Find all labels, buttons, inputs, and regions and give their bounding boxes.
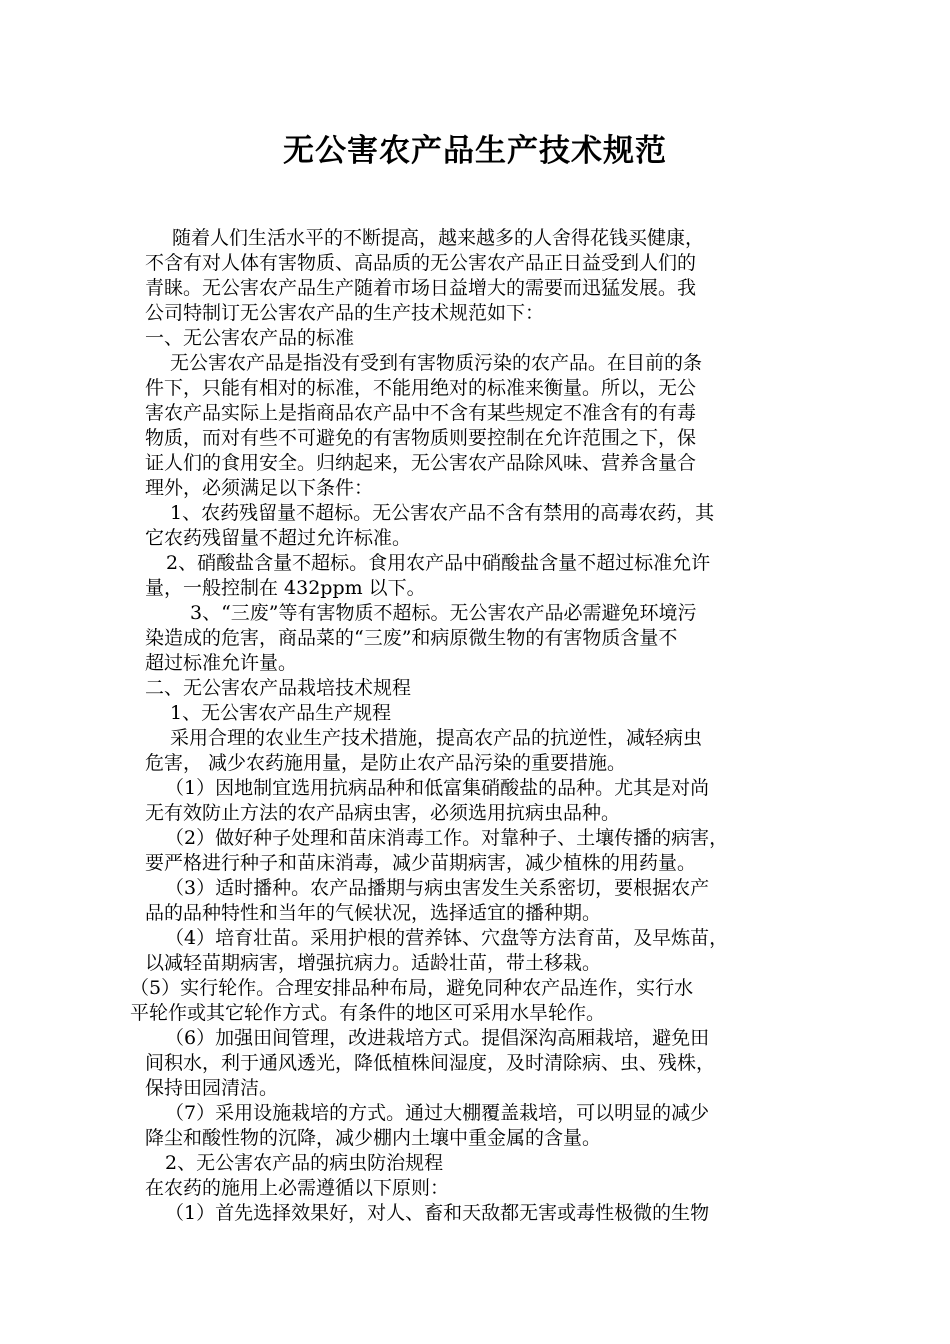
text-line: 3、“三废”等有害物质不超标。无公害农产品必需避免环境污	[190, 602, 697, 624]
text-line: 量，一般控制在 432ppm 以下。	[145, 577, 426, 599]
subsection-heading: 2、无公害农产品的病虫防治规程	[165, 1152, 444, 1174]
text-line: 危害， 减少农药施用量，是防止农产品污染的重要措施。	[145, 752, 627, 774]
text-line: 1、农药残留量不超标。无公害农产品不含有禁用的高毒农药，其	[170, 502, 715, 524]
text-line: （7）采用设施栽培的方式。通过大棚覆盖栽培，可以明显的减少	[165, 1102, 710, 1124]
text-line: 无公害农产品是指没有受到有害物质污染的农产品。在目前的条	[170, 352, 703, 374]
text-line: 平轮作或其它轮作方式。有条件的地区可采用水旱轮作。	[130, 1002, 606, 1024]
text-line: 间积水，利于通风透光，降低植株间湿度，及时清除病、虫、残株，	[145, 1052, 716, 1074]
text-line: 2、硝酸盐含量不超标。食用农产品中硝酸盐含量不超过标准允许	[166, 552, 711, 574]
text-line: 无有效防止方法的农产品病虫害，必须选用抗病虫品种。	[145, 802, 621, 824]
subsection-heading: 1、无公害农产品生产规程	[170, 702, 392, 724]
section-heading: 一、无公害农产品的标准	[145, 327, 355, 349]
text-line: 不含有对人体有害物质、高品质的无公害农产品正日益受到人们的	[145, 252, 697, 274]
text-line: （3）适时播种。农产品播期与病虫害发生关系密切，要根据农产	[165, 877, 710, 899]
text-line: 件下，只能有相对的标准，不能用绝对的标准来衡量。所以，无公	[145, 377, 697, 399]
document-title: 无公害农产品生产技术规范	[283, 133, 667, 169]
text-line: 超过标准允许量。	[145, 652, 298, 674]
section-heading: 二、无公害农产品栽培技术规程	[145, 677, 412, 699]
text-line: 物质，而对有些不可避免的有害物质则要控制在允许范围之下，保	[145, 427, 697, 449]
text-line: 以减轻苗期病害，增强抗病力。适龄壮苗，带土移栽。	[145, 952, 602, 974]
text-line: 保持田园清洁。	[145, 1077, 279, 1099]
text-line: （1）首先选择效果好，对人、畜和天敌都无害或毒性极微的生物	[165, 1202, 710, 1224]
text-line: 要严格进行种子和苗床消毒，减少苗期病害，减少植株的用药量。	[145, 852, 697, 874]
text-line: 青睐。无公害农产品生产随着市场日益增大的需要而迅猛发展。我	[145, 277, 697, 299]
text-line: 染造成的危害，商品菜的“三废”和病原微生物的有害物质含量不	[145, 627, 678, 649]
text-line: （2）做好种子处理和苗床消毒工作。对靠种子、土壤传播的病害，	[165, 827, 729, 849]
text-line: 随着人们生活水平的不断提高，越来越多的人舍得花钱买健康，	[172, 227, 705, 249]
text-line: 采用合理的农业生产技术措施，提高农产品的抗逆性，减轻病虫	[170, 727, 703, 749]
text-line: （4）培育壮苗。采用护根的营养钵、穴盘等方法育苗，及早炼苗，	[165, 927, 729, 949]
text-line: 品的品种特性和当年的气候状况，选择适宜的播种期。	[145, 902, 602, 924]
text-line: 它农药残留量不超过允许标准。	[145, 527, 412, 549]
text-line: （5）实行轮作。合理安排品种布局，避免同种农产品连作，实行水	[130, 977, 694, 999]
text-line: 理外，必须满足以下条件：	[145, 477, 374, 499]
text-line: （1）因地制宜选用抗病品种和低富集硝酸盐的品种。尤其是对尚	[165, 777, 710, 799]
text-line: 害农产品实际上是指商品农产品中不含有某些规定不准含有的有毒	[145, 402, 697, 424]
text-line: 证人们的食用安全。归纳起来，无公害农产品除风味、营养含量合	[145, 452, 697, 474]
text-line: 在农药的施用上必需遵循以下原则：	[145, 1177, 450, 1199]
text-line: 公司特制订无公害农产品的生产技术规范如下：	[145, 302, 545, 324]
text-line: （6）加强田间管理，改进栽培方式。提倡深沟高厢栽培，避免田	[165, 1027, 710, 1049]
text-line: 降尘和酸性物的沉降，减少棚内土壤中重金属的含量。	[145, 1127, 602, 1149]
